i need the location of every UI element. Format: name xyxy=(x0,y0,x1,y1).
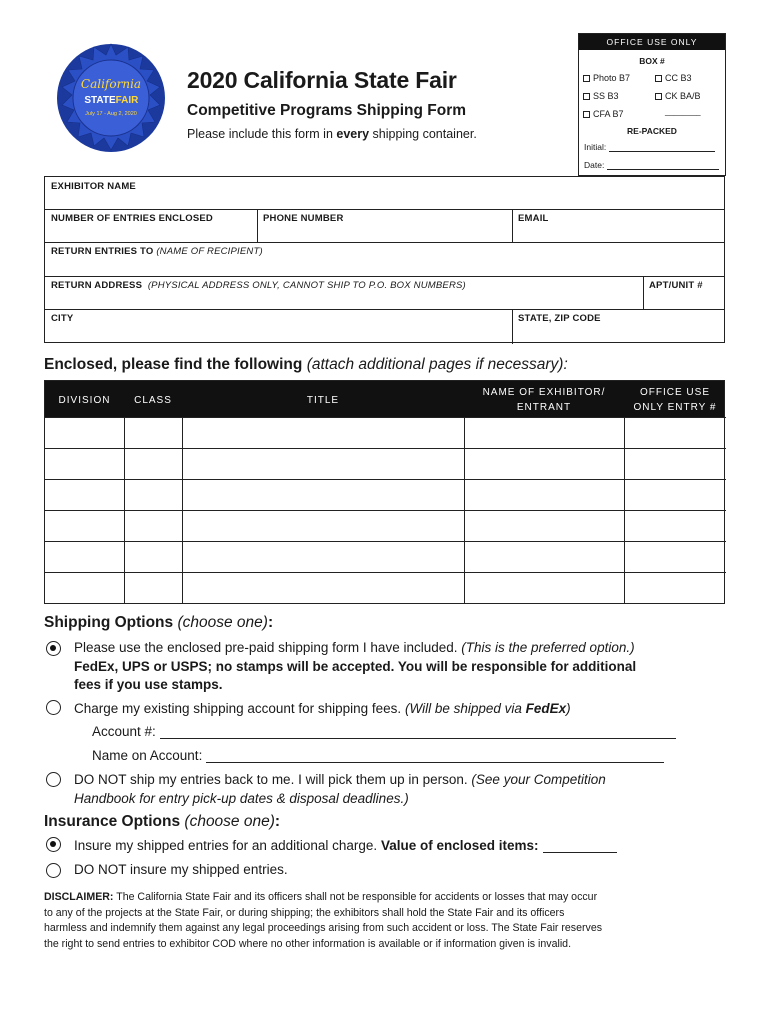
col-class: CLASS xyxy=(134,395,172,406)
table-cell[interactable] xyxy=(124,417,182,448)
state-zip-label: STATE, ZIP CODE xyxy=(518,313,601,324)
insure-value-input[interactable] xyxy=(543,841,617,853)
phone-label: PHONE NUMBER xyxy=(263,213,344,224)
enclosed-heading-text: Enclosed, please find the following xyxy=(44,356,303,373)
repacked-label: RE-PACKED xyxy=(627,126,677,136)
logo-dates: July 17 - Aug 2, 2020 xyxy=(85,111,137,117)
table-cell[interactable] xyxy=(124,572,182,603)
table-cell[interactable] xyxy=(45,510,124,541)
table-cell[interactable] xyxy=(45,479,124,510)
return-address-field[interactable] xyxy=(45,276,643,309)
shipping-heading xyxy=(44,614,273,632)
pickup-note-2: Handbook for entry pick-up dates & disposal deadlines.) xyxy=(74,791,409,806)
table-cell[interactable] xyxy=(464,510,624,541)
col-exhibitor-line2: ENTRANT xyxy=(516,402,572,413)
include-note-suffix: shipping container. xyxy=(369,127,477,141)
table-header xyxy=(45,381,724,417)
check-label: CK BA/B xyxy=(665,91,701,101)
table-cell[interactable] xyxy=(182,572,464,603)
city-field[interactable] xyxy=(45,309,512,344)
account-number-input[interactable] xyxy=(160,727,676,739)
insurance-heading xyxy=(44,813,280,831)
disclaimer-line-2: to any of the projects at the State Fair, or during shipping; the exhibitors shall hold the State Fair and its officers xyxy=(44,906,565,919)
col-office-line1: OFFICE USE xyxy=(639,387,710,398)
insurance-option-insure-radio[interactable] xyxy=(46,837,61,852)
disclaimer-label: DISCLAIMER: xyxy=(44,891,114,903)
check-label: CC B3 xyxy=(665,73,692,83)
check-photo-b7[interactable] xyxy=(583,73,630,83)
page-subtitle: Competitive Programs Shipping Form xyxy=(187,102,467,119)
include-note xyxy=(187,127,477,141)
account-number-label: Account #: xyxy=(92,724,156,739)
shipping-option-account xyxy=(74,701,571,716)
phone-field[interactable] xyxy=(257,209,512,242)
shipping-option-pickup-line2 xyxy=(74,791,409,806)
check-ck-ba-b[interactable] xyxy=(655,91,701,101)
disclaimer-line-1 xyxy=(44,890,734,906)
insure-value-label: Value of enclosed items: xyxy=(380,838,539,853)
insurance-option-none: DO NOT insure my shipped entries. xyxy=(74,862,288,877)
table-cell[interactable] xyxy=(124,541,182,572)
col-title: TITLE xyxy=(306,395,340,406)
include-note-prefix: Please include this form in xyxy=(187,127,337,141)
checkbox-icon xyxy=(583,111,590,118)
table-cell[interactable] xyxy=(624,448,726,479)
table-cell[interactable] xyxy=(45,541,124,572)
email-field[interactable] xyxy=(512,209,726,242)
enclosed-heading-note: (attach additional pages if necessary): xyxy=(306,356,568,373)
check-blank-line[interactable]: ________ xyxy=(665,107,701,116)
logo-word-california: California xyxy=(80,77,142,91)
table-cell[interactable] xyxy=(45,417,124,448)
pickup-note-1: (See your Competition xyxy=(471,772,606,787)
enclosed-heading xyxy=(44,356,568,374)
entries-count-label: NUMBER OF ENTRIES ENCLOSED xyxy=(51,213,213,224)
return-to-field[interactable] xyxy=(45,242,726,276)
table-cell[interactable] xyxy=(464,479,624,510)
pickup-text: DO NOT ship my entries back to me. I will pick them up in person. xyxy=(74,772,468,787)
table-cell[interactable] xyxy=(182,510,464,541)
state-zip-field[interactable] xyxy=(512,309,726,344)
table-cell[interactable] xyxy=(45,572,124,603)
table-cell[interactable] xyxy=(624,510,726,541)
initial-line[interactable] xyxy=(609,144,715,152)
office-use-box xyxy=(578,33,726,176)
office-use-heading: OFFICE USE ONLY xyxy=(579,34,725,50)
checkbox-icon xyxy=(655,93,662,100)
check-cc-b3[interactable] xyxy=(655,73,692,83)
return-address-note: (PHYSICAL ADDRESS ONLY, CANNOT SHIP TO P.O. BOX NUMBERS) xyxy=(147,280,466,291)
exhibitor-info-box xyxy=(44,176,725,343)
table-cell[interactable] xyxy=(182,417,464,448)
table-cell[interactable] xyxy=(624,479,726,510)
shipping-heading-note: (choose one) xyxy=(177,614,268,631)
shipping-option-prepaid-line1 xyxy=(74,640,635,655)
disclaimer-line-3: harmless and indemnify them against any legal proceedings arising from such accident or loss. The State Fair reserves xyxy=(44,922,603,934)
insurance-option-none-radio[interactable] xyxy=(46,863,61,878)
exhibitor-name-field[interactable] xyxy=(45,177,726,209)
shipping-option-pickup-line1 xyxy=(74,772,606,787)
insurance-option-insure xyxy=(74,838,617,853)
insurance-heading-colon: : xyxy=(274,813,281,830)
shipping-option-pickup-radio[interactable] xyxy=(46,772,61,787)
prepaid-warning-1: FedEx, UPS or USPS; no stamps will be accepted. You will be responsible for additional xyxy=(74,659,637,674)
table-cell[interactable] xyxy=(45,448,124,479)
include-note-bold: every xyxy=(336,127,370,141)
city-label: CITY xyxy=(51,313,74,324)
state-fair-logo xyxy=(56,43,166,153)
return-address-label: RETURN ADDRESS xyxy=(51,280,143,291)
checkbox-icon xyxy=(583,75,590,82)
table-cell[interactable] xyxy=(624,572,726,603)
insurance-heading-note: (choose one) xyxy=(184,813,275,830)
table-cell[interactable] xyxy=(624,417,726,448)
table-cell[interactable] xyxy=(124,510,182,541)
check-label: SS B3 xyxy=(593,91,619,101)
col-division: DIVISION xyxy=(58,395,111,406)
account-note: (Will be shipped via xyxy=(404,701,522,716)
table-cell[interactable] xyxy=(182,448,464,479)
table-cell[interactable] xyxy=(124,479,182,510)
check-ss-b3[interactable] xyxy=(583,91,619,101)
apt-unit-field[interactable] xyxy=(643,276,726,309)
email-label: EMAIL xyxy=(518,213,549,224)
shipping-option-prepaid-line3 xyxy=(74,677,223,692)
account-name-input[interactable] xyxy=(206,751,664,763)
table-cell[interactable] xyxy=(624,541,726,572)
date-row xyxy=(584,160,719,170)
insure-text: Insure my shipped entries for an additional charge. xyxy=(74,838,378,853)
date-label: Date: xyxy=(584,160,605,170)
disclaimer xyxy=(44,890,734,952)
table-cell[interactable] xyxy=(464,572,624,603)
disclaimer-text-1: The California State Fair and its officers shall not be responsible for accidents or losses that may occur xyxy=(116,891,598,903)
shipping-heading-text: Shipping Options xyxy=(44,614,174,631)
col-exhibitor-line1: NAME OF EXHIBITOR/ xyxy=(482,387,606,398)
checkbox-icon xyxy=(655,75,662,82)
shipping-option-prepaid-radio[interactable] xyxy=(46,641,61,656)
col-office-line2: ONLY ENTRY # xyxy=(633,402,717,413)
check-cfa-b7[interactable] xyxy=(583,109,624,119)
table-cell[interactable] xyxy=(464,541,624,572)
shipping-heading-colon: : xyxy=(267,614,274,631)
account-number-row xyxy=(92,724,676,739)
return-to-label: RETURN ENTRIES TO xyxy=(51,246,154,257)
table-cell[interactable] xyxy=(464,417,624,448)
prepaid-text: Please use the enclosed pre-paid shipping form I have included. xyxy=(74,640,458,655)
table-cell[interactable] xyxy=(464,448,624,479)
table-cell[interactable] xyxy=(182,479,464,510)
account-name-row xyxy=(92,748,664,763)
date-line[interactable] xyxy=(607,162,719,170)
initial-label: Initial: xyxy=(584,142,607,152)
disclaimer-line-4: the right to send entries to exhibitor COD where no other information is available or if information given is invalid. xyxy=(44,937,572,950)
shipping-option-account-radio[interactable] xyxy=(46,700,61,715)
account-close: ) xyxy=(566,701,571,716)
shipping-option-prepaid-line2 xyxy=(74,659,636,674)
table-cell[interactable] xyxy=(124,448,182,479)
insurance-heading-text: Insurance Options xyxy=(44,813,181,830)
logo-word-state: STATE xyxy=(84,95,116,106)
apt-unit-label: APT/UNIT # xyxy=(649,280,703,291)
return-to-note: (NAME OF RECIPIENT) xyxy=(156,246,263,257)
check-label: CFA B7 xyxy=(593,109,624,119)
page-title: 2020 California State Fair xyxy=(187,67,457,93)
logo-word-fair: FAIR xyxy=(115,95,139,106)
exhibitor-name-label: EXHIBITOR NAME xyxy=(51,181,136,192)
prepaid-warning-2: fees if you use stamps. xyxy=(74,677,223,692)
entries-table xyxy=(44,380,725,604)
prepaid-note: (This is the preferred option.) xyxy=(461,640,635,655)
account-name-label: Name on Account: xyxy=(92,748,203,763)
box-number-label: BOX # xyxy=(639,56,665,66)
table-cell[interactable] xyxy=(182,541,464,572)
checkbox-icon xyxy=(583,93,590,100)
account-carrier: FedEx xyxy=(525,701,567,716)
entries-count-field[interactable] xyxy=(45,209,257,242)
check-label: Photo B7 xyxy=(593,73,631,83)
initial-row xyxy=(584,142,715,152)
account-text: Charge my existing shipping account for shipping fees. xyxy=(74,701,402,716)
